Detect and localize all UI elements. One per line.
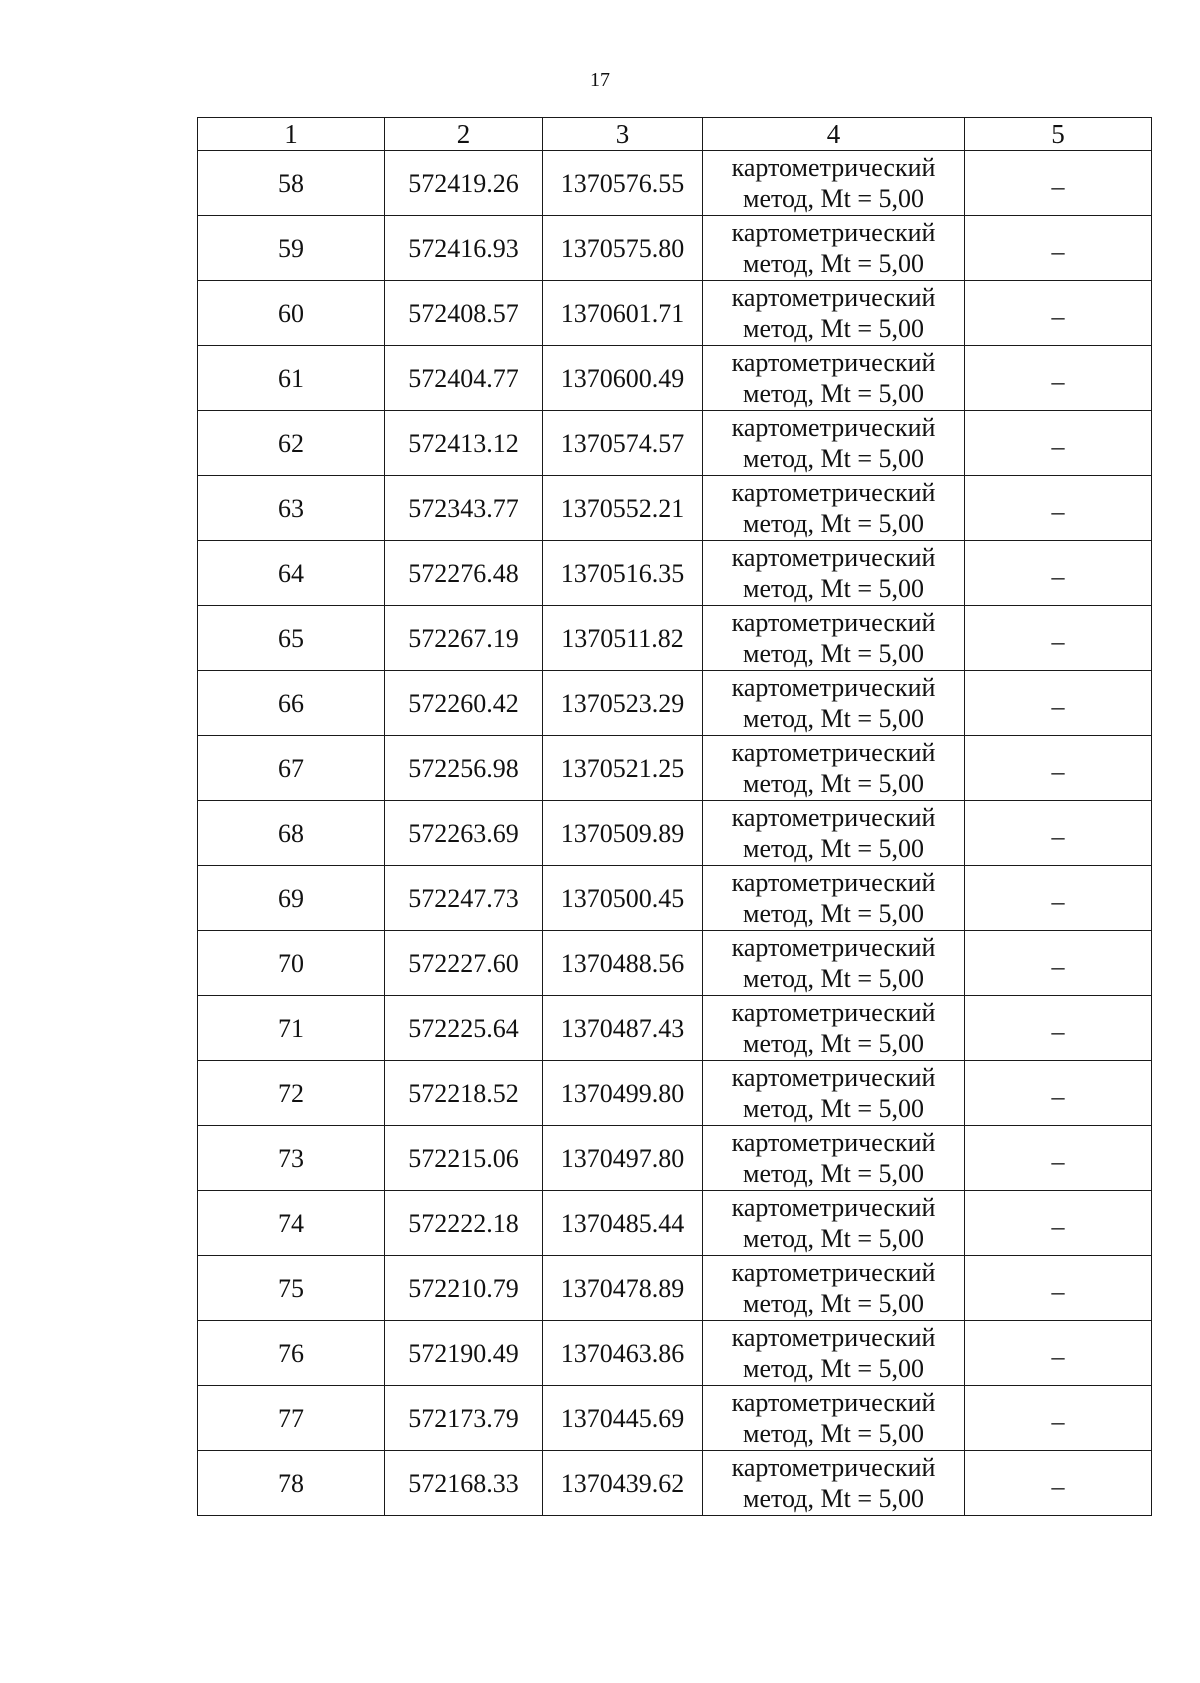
table-row	[198, 736, 1152, 801]
point-number-cell: 78	[198, 1451, 385, 1516]
method-line-2: метод, Mt = 5,00	[743, 769, 924, 798]
column-5-cell	[965, 1321, 1152, 1386]
method-line-2: метод, Mt = 5,00	[743, 639, 924, 668]
dash-value: –	[1051, 691, 1065, 721]
point-number-cell: 63	[198, 476, 385, 541]
y-coordinate-cell: 1370600.49	[543, 346, 703, 411]
x-coordinate-cell: 572416.93	[385, 216, 543, 281]
y-coordinate-cell: 1370574.57	[543, 411, 703, 476]
x-coordinate-cell: 572408.57	[385, 281, 543, 346]
method-line-1: картометрический	[731, 1388, 936, 1417]
table-row	[198, 1321, 1152, 1386]
dash-value: –	[1051, 1406, 1065, 1436]
dash-value: –	[1051, 1146, 1065, 1176]
header-cell-5: 5	[965, 118, 1152, 151]
method-line-2: метод, Mt = 5,00	[743, 1484, 924, 1513]
table-row	[198, 1451, 1152, 1516]
method-cell	[703, 216, 965, 281]
method-line-1: картометрический	[731, 1063, 936, 1092]
dash-value: –	[1051, 1081, 1065, 1111]
x-coordinate-cell: 572419.26	[385, 151, 543, 216]
dash-value: –	[1051, 1471, 1065, 1501]
x-coordinate-cell: 572247.73	[385, 866, 543, 931]
point-number-cell: 72	[198, 1061, 385, 1126]
y-coordinate-cell: 1370463.86	[543, 1321, 703, 1386]
y-coordinate-cell: 1370516.35	[543, 541, 703, 606]
method-cell	[703, 281, 965, 346]
method-line-2: метод, Mt = 5,00	[743, 314, 924, 343]
method-line-2: метод, Mt = 5,00	[743, 249, 924, 278]
y-coordinate-cell: 1370497.80	[543, 1126, 703, 1191]
method-line-1: картометрический	[731, 803, 936, 832]
table-row	[198, 671, 1152, 736]
table-row	[198, 541, 1152, 606]
x-coordinate-cell: 572276.48	[385, 541, 543, 606]
x-coordinate-cell: 572190.49	[385, 1321, 543, 1386]
dash-value: –	[1051, 756, 1065, 786]
table-row	[198, 866, 1152, 931]
method-line-1: картометрический	[731, 1453, 936, 1482]
x-coordinate-cell: 572267.19	[385, 606, 543, 671]
method-line-1: картометрический	[731, 1258, 936, 1287]
table-header-row	[198, 118, 1152, 151]
point-number-cell: 64	[198, 541, 385, 606]
method-cell	[703, 151, 965, 216]
coordinates-table	[197, 117, 1152, 1516]
column-5-cell	[965, 1191, 1152, 1256]
y-coordinate-cell: 1370499.80	[543, 1061, 703, 1126]
method-line-1: картометрический	[731, 608, 936, 637]
column-5-cell	[965, 411, 1152, 476]
method-line-2: метод, Mt = 5,00	[743, 1159, 924, 1188]
method-cell	[703, 541, 965, 606]
point-number-cell: 67	[198, 736, 385, 801]
header-cell-3: 3	[543, 118, 703, 151]
method-line-1: картометрический	[731, 868, 936, 897]
header-cell-4: 4	[703, 118, 965, 151]
point-number-cell: 77	[198, 1386, 385, 1451]
y-coordinate-cell: 1370552.21	[543, 476, 703, 541]
point-number-cell: 69	[198, 866, 385, 931]
column-5-cell	[965, 736, 1152, 801]
column-5-cell	[965, 866, 1152, 931]
y-coordinate-cell: 1370523.29	[543, 671, 703, 736]
method-cell	[703, 996, 965, 1061]
method-line-2: метод, Mt = 5,00	[743, 704, 924, 733]
x-coordinate-cell: 572210.79	[385, 1256, 543, 1321]
column-5-cell	[965, 671, 1152, 736]
method-line-2: метод, Mt = 5,00	[743, 834, 924, 863]
method-line-2: метод, Mt = 5,00	[743, 1354, 924, 1383]
x-coordinate-cell: 572404.77	[385, 346, 543, 411]
point-number-cell: 74	[198, 1191, 385, 1256]
method-cell	[703, 476, 965, 541]
point-number-cell: 65	[198, 606, 385, 671]
method-line-2: метод, Mt = 5,00	[743, 1289, 924, 1318]
point-number-cell: 73	[198, 1126, 385, 1191]
header-cell-2: 2	[385, 118, 543, 151]
y-coordinate-cell: 1370576.55	[543, 151, 703, 216]
table-row	[198, 1061, 1152, 1126]
table-row	[198, 801, 1152, 866]
column-5-cell	[965, 281, 1152, 346]
point-number-cell: 76	[198, 1321, 385, 1386]
method-cell	[703, 1191, 965, 1256]
table-row	[198, 216, 1152, 281]
method-line-1: картометрический	[731, 413, 936, 442]
dash-value: –	[1051, 821, 1065, 851]
method-line-1: картометрический	[731, 218, 936, 247]
x-coordinate-cell: 572343.77	[385, 476, 543, 541]
dash-value: –	[1051, 301, 1065, 331]
table-body	[198, 118, 1152, 1516]
method-cell	[703, 606, 965, 671]
table-row	[198, 476, 1152, 541]
method-line-1: картометрический	[731, 998, 936, 1027]
method-cell	[703, 1386, 965, 1451]
column-5-cell	[965, 1451, 1152, 1516]
point-number-cell: 61	[198, 346, 385, 411]
x-coordinate-cell: 572173.79	[385, 1386, 543, 1451]
method-line-1: картометрический	[731, 283, 936, 312]
dash-value: –	[1051, 431, 1065, 461]
header-cell-1: 1	[198, 118, 385, 151]
table-row	[198, 1256, 1152, 1321]
x-coordinate-cell: 572263.69	[385, 801, 543, 866]
method-cell	[703, 411, 965, 476]
y-coordinate-cell: 1370511.82	[543, 606, 703, 671]
column-5-cell	[965, 606, 1152, 671]
dash-value: –	[1051, 236, 1065, 266]
method-line-2: метод, Mt = 5,00	[743, 1094, 924, 1123]
x-coordinate-cell: 572227.60	[385, 931, 543, 996]
column-5-cell	[965, 476, 1152, 541]
point-number-cell: 68	[198, 801, 385, 866]
method-line-1: картометрический	[731, 673, 936, 702]
column-5-cell	[965, 1126, 1152, 1191]
table-row	[198, 411, 1152, 476]
x-coordinate-cell: 572222.18	[385, 1191, 543, 1256]
x-coordinate-cell: 572260.42	[385, 671, 543, 736]
method-line-1: картометрический	[731, 543, 936, 572]
dash-value: –	[1051, 1211, 1065, 1241]
method-cell	[703, 1126, 965, 1191]
method-line-1: картометрический	[731, 1193, 936, 1222]
method-line-2: метод, Mt = 5,00	[743, 379, 924, 408]
method-line-2: метод, Mt = 5,00	[743, 574, 924, 603]
table-row	[198, 1191, 1152, 1256]
point-number-cell: 58	[198, 151, 385, 216]
table-row	[198, 281, 1152, 346]
column-5-cell	[965, 1256, 1152, 1321]
dash-value: –	[1051, 496, 1065, 526]
y-coordinate-cell: 1370509.89	[543, 801, 703, 866]
table-row	[198, 1386, 1152, 1451]
method-line-1: картометрический	[731, 478, 936, 507]
table-row	[198, 931, 1152, 996]
method-cell	[703, 866, 965, 931]
method-line-2: метод, Mt = 5,00	[743, 964, 924, 993]
method-cell	[703, 1256, 965, 1321]
x-coordinate-cell: 572215.06	[385, 1126, 543, 1191]
table-row	[198, 346, 1152, 411]
y-coordinate-cell: 1370485.44	[543, 1191, 703, 1256]
method-line-2: метод, Mt = 5,00	[743, 1419, 924, 1448]
point-number-cell: 70	[198, 931, 385, 996]
method-line-1: картометрический	[731, 933, 936, 962]
method-line-1: картометрический	[731, 1128, 936, 1157]
column-5-cell	[965, 541, 1152, 606]
dash-value: –	[1051, 171, 1065, 201]
method-line-2: метод, Mt = 5,00	[743, 444, 924, 473]
y-coordinate-cell: 1370445.69	[543, 1386, 703, 1451]
method-cell	[703, 931, 965, 996]
point-number-cell: 59	[198, 216, 385, 281]
method-line-1: картометрический	[731, 348, 936, 377]
dash-value: –	[1051, 366, 1065, 396]
point-number-cell: 66	[198, 671, 385, 736]
y-coordinate-cell: 1370487.43	[543, 996, 703, 1061]
dash-value: –	[1051, 1276, 1065, 1306]
dash-value: –	[1051, 1016, 1065, 1046]
method-line-1: картометрический	[731, 1323, 936, 1352]
point-number-cell: 71	[198, 996, 385, 1061]
method-line-2: метод, Mt = 5,00	[743, 184, 924, 213]
method-cell	[703, 1321, 965, 1386]
method-cell	[703, 671, 965, 736]
method-cell	[703, 1061, 965, 1126]
y-coordinate-cell: 1370500.45	[543, 866, 703, 931]
point-number-cell: 75	[198, 1256, 385, 1321]
dash-value: –	[1051, 626, 1065, 656]
table-row	[198, 606, 1152, 671]
method-line-2: метод, Mt = 5,00	[743, 509, 924, 538]
point-number-cell: 62	[198, 411, 385, 476]
method-cell	[703, 801, 965, 866]
point-number-cell: 60	[198, 281, 385, 346]
y-coordinate-cell: 1370601.71	[543, 281, 703, 346]
method-cell	[703, 1451, 965, 1516]
column-5-cell	[965, 151, 1152, 216]
column-5-cell	[965, 996, 1152, 1061]
column-5-cell	[965, 1386, 1152, 1451]
y-coordinate-cell: 1370488.56	[543, 931, 703, 996]
y-coordinate-cell: 1370521.25	[543, 736, 703, 801]
y-coordinate-cell: 1370478.89	[543, 1256, 703, 1321]
method-line-2: метод, Mt = 5,00	[743, 899, 924, 928]
x-coordinate-cell: 572168.33	[385, 1451, 543, 1516]
method-line-2: метод, Mt = 5,00	[743, 1029, 924, 1058]
y-coordinate-cell: 1370575.80	[543, 216, 703, 281]
dash-value: –	[1051, 1341, 1065, 1371]
y-coordinate-cell: 1370439.62	[543, 1451, 703, 1516]
dash-value: –	[1051, 951, 1065, 981]
x-coordinate-cell: 572218.52	[385, 1061, 543, 1126]
column-5-cell	[965, 801, 1152, 866]
method-line-1: картометрический	[731, 153, 936, 182]
dash-value: –	[1051, 561, 1065, 591]
x-coordinate-cell: 572413.12	[385, 411, 543, 476]
table-row	[198, 996, 1152, 1061]
method-line-2: метод, Mt = 5,00	[743, 1224, 924, 1253]
method-cell	[703, 736, 965, 801]
column-5-cell	[965, 931, 1152, 996]
method-cell	[703, 346, 965, 411]
column-5-cell	[965, 1061, 1152, 1126]
table-row	[198, 151, 1152, 216]
method-line-1: картометрический	[731, 738, 936, 767]
column-5-cell	[965, 346, 1152, 411]
column-5-cell	[965, 216, 1152, 281]
table-row	[198, 1126, 1152, 1191]
x-coordinate-cell: 572256.98	[385, 736, 543, 801]
dash-value: –	[1051, 886, 1065, 916]
page-number: 17	[590, 69, 610, 91]
x-coordinate-cell: 572225.64	[385, 996, 543, 1061]
